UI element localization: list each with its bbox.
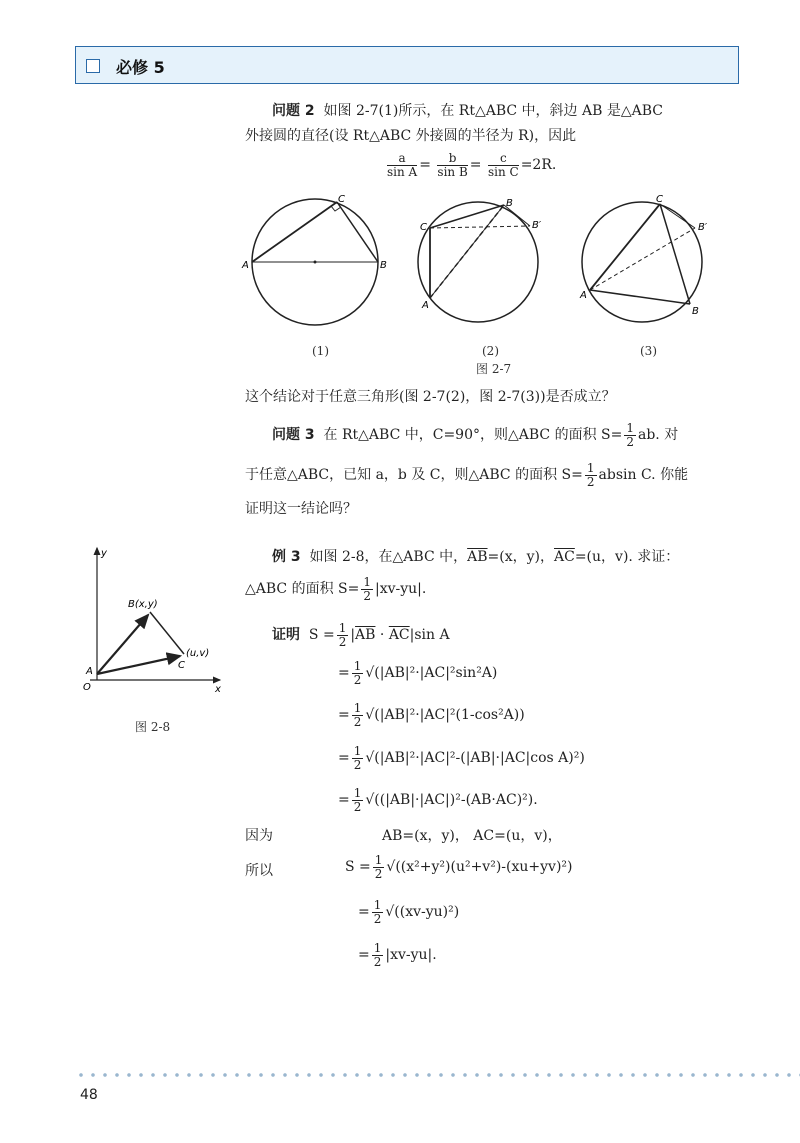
problem3-line2: 于任意△ABC，已知 a，b 及 C，则△ABC 的面积 S= $\frac{1}{2}$ absin C. 你能 bbox=[245, 460, 689, 489]
sine-law-equation: $\frac{a}{\text{sin A}}$ = $\frac{b}{\text{sin B}}$ = $\frac{c}{\text{sin C}}$ =2R. bbox=[387, 150, 557, 179]
proof-step-5: = $\frac{1}{2}$ √((|AB|·|AC|)²-(AB·AC)²). bbox=[338, 785, 538, 814]
pt-A-1: A bbox=[242, 260, 249, 271]
header-square-icon bbox=[86, 59, 100, 73]
figure-2-8 bbox=[80, 540, 240, 700]
svg-text:y: y bbox=[101, 548, 107, 559]
page-number: 48 bbox=[80, 1087, 98, 1103]
problem2-line2: 外接圆的直径(设 Rt△ABC 外接圆的半径为 R)，因此 bbox=[245, 128, 577, 144]
svg-text:C: C bbox=[420, 222, 427, 233]
svg-text:B(x,y): B(x,y) bbox=[128, 599, 158, 610]
problem2-line1: 问题 2 如图 2-7(1)所示，在 Rt△ABC 中，斜边 AB 是△ABC bbox=[272, 103, 663, 119]
result-step-2: = $\frac{1}{2}$ √((xv-yu)²) bbox=[358, 897, 460, 926]
because-expression: AB=(x，y)， AC=(u，v)， bbox=[382, 828, 562, 844]
svg-text:A: A bbox=[580, 290, 587, 301]
example3-line1: 例 3 如图 2-8，在△ABC 中，$\overline{AB}=(x$，y)，$\overline{AC}=(u$，v). 求证： bbox=[272, 549, 680, 565]
circle-diagram-3 bbox=[579, 194, 708, 322]
segment-BC bbox=[150, 612, 184, 654]
svg-text:C: C bbox=[656, 194, 663, 205]
result-step-1: S = $\frac{1}{2}$ √((x²+y²)(u²+v²)-(xu+yv)²) bbox=[345, 852, 573, 881]
svg-text:C: C bbox=[178, 660, 185, 671]
svg-text:B′: B′ bbox=[698, 222, 708, 233]
proof-step-3: = $\frac{1}{2}$ √(|AB|²·|AC|²(1-cos²A)) bbox=[338, 700, 525, 729]
svg-text:A: A bbox=[86, 666, 93, 677]
pt-C-1: C bbox=[338, 194, 345, 205]
circle-diagram-1 bbox=[241, 194, 387, 325]
proof-step-2: = $\frac{1}{2}$ √(|AB|²·|AC|²sin²A) bbox=[338, 658, 498, 687]
fig-2-7-sub2: (2) bbox=[482, 344, 499, 358]
svg-text:x: x bbox=[215, 684, 221, 695]
question-line: 这个结论对于任意三角形(图 2-7(2)，图 2-7(3))是否成立？ bbox=[245, 389, 616, 405]
because-label: 因为 bbox=[245, 828, 273, 844]
problem3-line1: 问题 3 在 Rt△ABC 中，C=90°，则△ABC 的面积 S= $\frac{1}{2}$ ab. 对 bbox=[272, 420, 679, 449]
svg-text:B′: B′ bbox=[532, 220, 542, 231]
svg-text:A: A bbox=[422, 300, 429, 311]
svg-text:O: O bbox=[83, 682, 91, 693]
pt-B-1: B bbox=[380, 260, 387, 271]
fig-2-8-caption: 图 2-8 bbox=[135, 720, 171, 734]
result-step-3: = $\frac{1}{2}$ |xv-yu|. bbox=[358, 940, 437, 969]
proof-step-1: 证明 S = $\frac{1}{2}$ $|\overline{AB} \cdot \overline{AC}|\sin$ A bbox=[272, 620, 450, 649]
footer-dotted-rule bbox=[75, 1073, 800, 1077]
circle-diagram-2 bbox=[418, 198, 542, 322]
fig-2-7-caption: 图 2-7 bbox=[476, 362, 512, 376]
chapter-title: 必修 5 bbox=[116, 58, 165, 77]
problem3-line3: 证明这一结论吗？ bbox=[245, 501, 357, 517]
fig-2-7-sub3: (3) bbox=[640, 344, 657, 358]
svg-text:(u,v): (u,v) bbox=[186, 648, 210, 659]
fig-2-7-sub1: (1) bbox=[312, 344, 329, 358]
svg-text:B: B bbox=[506, 198, 513, 209]
so-label: 所以 bbox=[245, 863, 273, 879]
svg-text:B: B bbox=[692, 306, 699, 317]
chapter-header bbox=[75, 46, 739, 84]
proof-step-4: = $\frac{1}{2}$ √(|AB|²·|AC|²-(|AB|·|AC|cos A)²) bbox=[338, 743, 585, 772]
example3-line2: △ABC 的面积 S= $\frac{1}{2}$ |xv-yu|. bbox=[245, 574, 427, 603]
